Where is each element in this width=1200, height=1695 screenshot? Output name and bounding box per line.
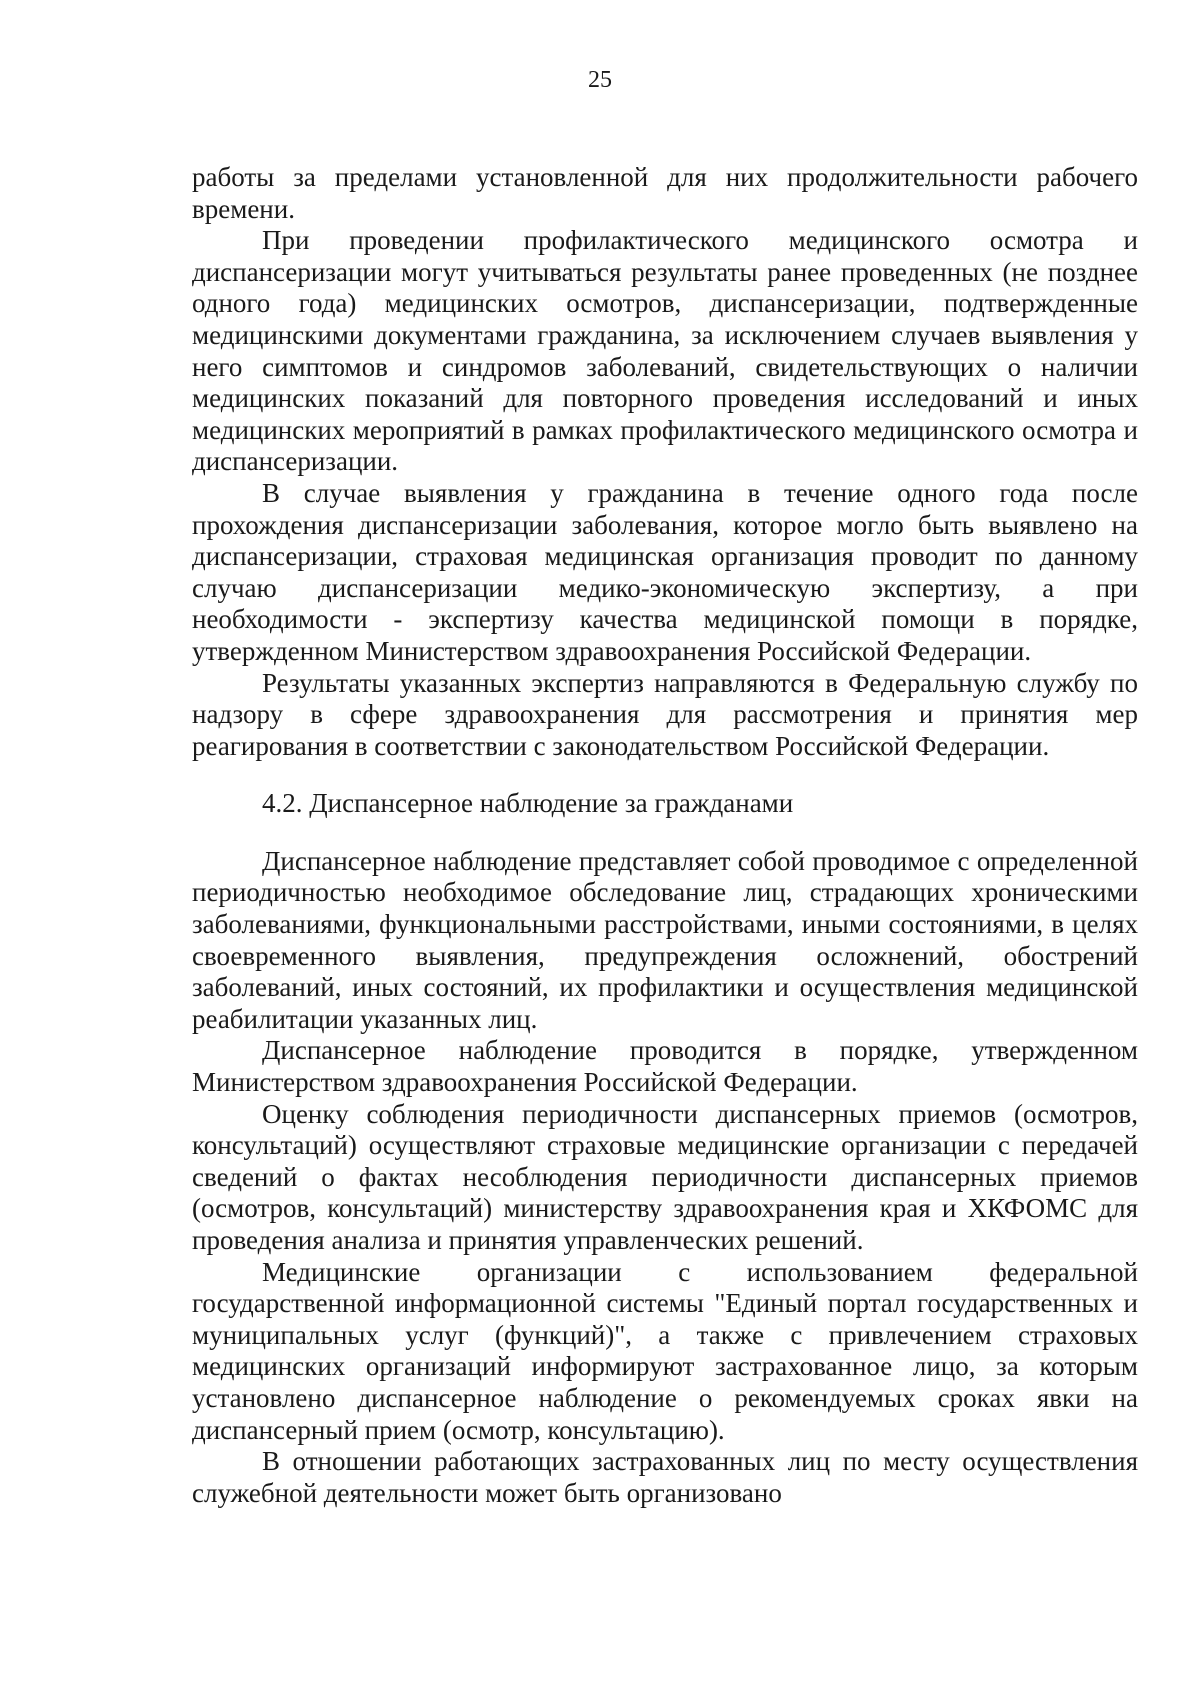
section-heading: 4.2. Диспансерное наблюдение за гражданами — [262, 788, 794, 819]
paragraph-prior-results: При проведении профилактического медицинского осмотра и диспансеризации могут учитываться результаты ранее проведенных (не позднее одного года) медицинских осмотров, диспансеризации, подтвержденные медицинскими документами гражданина, за исключением случаев выявления у него симптомов и синдромов заболеваний, свидетельствующих о наличии медицинских показаний для повторного проведения исследований и иных медицинских мероприятий в рамках профилактического медицинского осмотра и диспансеризации. — [192, 225, 1138, 477]
paragraph-continuation: работы за пределами установленной для них продолжительности рабочего времени. — [192, 162, 1138, 224]
paragraph-procedure: Диспансерное наблюдение проводится в порядке, утвержденном Министерством здравоохранения Российской Федерации. — [192, 1035, 1138, 1098]
paragraph-informing: Медицинские организации с использованием федеральной государственной информационной системы "Единый портал государственных и муниципальных услуг (функций)", а также с привлечением страховых медицинских организаций информируют застрахованное лицо, за которым установлено диспансерное наблюдение о рекомендуемых сроках явки на диспансерный прием (осмотр, консультацию). — [192, 1256, 1138, 1445]
document-body — [192, 162, 1138, 1509]
paragraph-expertise: В случае выявления у гражданина в течение одного года после прохождения диспансеризации заболевания, которое могло быть выявлено на диспансеризации, страховая медицинская организация проводит по данному случаю диспансеризации медико-экономическую экспертизу, а при необходимости - экспертизу качества медицинской помощи в порядке, утвержденном Министерством здравоохранения Российской Федерации. — [192, 477, 1138, 666]
paragraph-results-referral: Результаты указанных экспертиз направляются в Федеральную службу по надзору в сфере здравоохранения для рассмотрения и принятия мер реагирования в соответствии с законодательством Российской Федерации. — [192, 667, 1138, 761]
paragraph-workplace: В отношении работающих застрахованных лиц по месту осуществления служебной деятельности может быть организовано — [192, 1446, 1138, 1508]
paragraph-assessment: Оценку соблюдения периодичности диспансерных приемов (осмотров, консультаций) осуществляют страховые медицинские организации с передачей сведений о фактах несоблюдения периодичности диспансерных приемов (осмотров, консультаций) министерству здравоохранения края и ХКФОМС для проведения анализа и принятия управленческих решений. — [192, 1098, 1138, 1255]
page-number: 25 — [588, 67, 612, 93]
paragraph-definition: Диспансерное наблюдение представляет собой проводимое с определенной периодичностью необходимое обследование лиц, страдающих хроническими заболеваниями, функциональными расстройствами, иными состояниями, в целях своевременного выявления, предупреждения осложнений, обострений заболеваний, иных состояний, их профилактики и осуществления медицинской реабилитации указанных лиц. — [192, 845, 1138, 1034]
